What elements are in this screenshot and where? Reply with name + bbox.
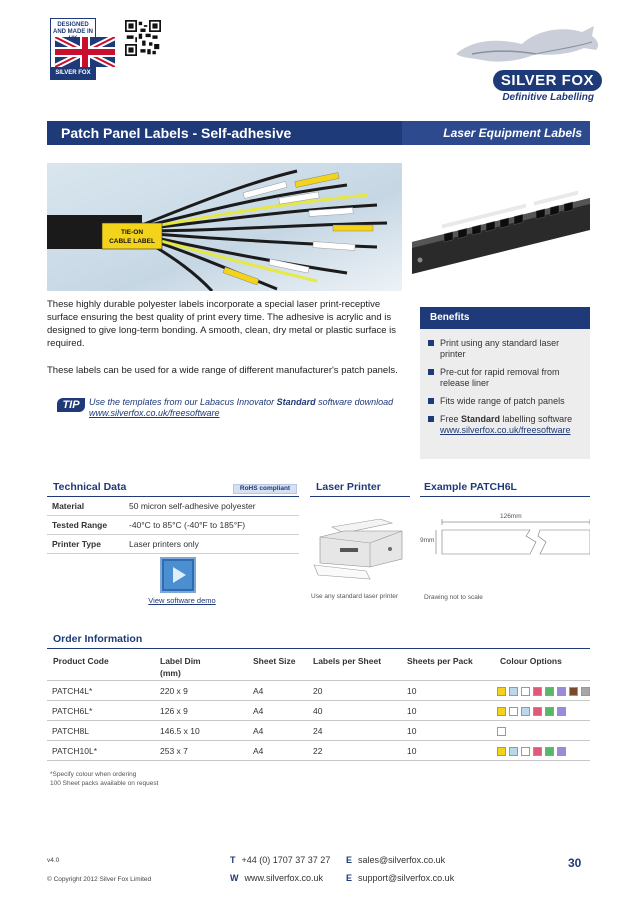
colour-swatch <box>509 707 518 716</box>
sheets-per-pack: 10 <box>407 706 417 716</box>
example-width-label: 126mm <box>500 513 522 520</box>
col-header-product-code: Product Code <box>53 656 109 666</box>
table-row <box>47 701 590 721</box>
order-note-colour: *Specify colour when ordering <box>50 771 137 778</box>
patch-panel-illustration <box>412 190 590 280</box>
order-divider <box>47 648 590 649</box>
colour-swatches <box>497 687 590 696</box>
phone-key: T <box>230 855 236 865</box>
tip-text-post: software download <box>315 397 394 407</box>
benefit-text: Print using any standard laser printer <box>440 338 560 359</box>
tie-on-label-line1: TIE-ON <box>120 229 144 236</box>
view-software-demo-link[interactable]: View software demo <box>148 596 216 605</box>
intro-paragraph-2: These labels can be used for a wide range of different manufacturer's patch panels. <box>47 365 398 376</box>
example-height-label: 9mm <box>420 537 435 544</box>
tech-key: Tested Range <box>52 520 108 530</box>
support-contact <box>346 873 454 883</box>
category-label: Laser Equipment Labels <box>402 121 590 145</box>
tip-text-pre: Use the templates from our Labacus Innovator <box>89 397 277 407</box>
colour-swatch <box>509 747 518 756</box>
example-heading: Example PATCH6L <box>424 481 517 493</box>
colour-swatch <box>545 687 554 696</box>
web-contact <box>230 873 323 883</box>
product-code: PATCH10L* <box>52 746 98 756</box>
colour-swatch <box>521 687 530 696</box>
software-demo-thumbnail[interactable] <box>160 557 196 593</box>
bullet-square-icon <box>428 369 434 375</box>
benefit-text: Fits wide range of patch panels <box>440 396 565 406</box>
benefit-item <box>426 414 584 436</box>
sheets-per-pack: 10 <box>407 746 417 756</box>
sheets-per-pack: 10 <box>407 726 417 736</box>
laser-divider <box>310 496 410 497</box>
tip-badge: TIP <box>57 398 85 412</box>
title-bar <box>47 121 590 145</box>
label-dim: 253 x 7 <box>160 746 188 756</box>
phone-contact <box>230 855 330 865</box>
col-header-sheets-per-pack: Sheets per Pack <box>407 656 473 666</box>
colour-swatch <box>497 707 506 716</box>
label-dim: 220 x 9 <box>160 686 188 696</box>
colour-swatch <box>521 747 530 756</box>
page-title: Patch Panel Labels - Self-adhesive <box>61 125 292 141</box>
colour-swatch <box>533 747 542 756</box>
product-code: PATCH8L <box>52 726 90 736</box>
order-notes <box>50 770 158 788</box>
colour-swatch <box>557 747 566 756</box>
table-row <box>47 681 590 701</box>
intro-paragraph-1: These highly durable polyester labels incorporate a special laser print-receptive surface ensuring the best quality of print every time. The adhesive is acrylic and is designed to give long-term bonding. A smooth, clean, dry metal or plastic surface is required. <box>47 299 397 349</box>
bullet-square-icon <box>428 340 434 346</box>
tech-value: -40°C to 85°C (-40°F to 185°F) <box>129 520 246 530</box>
support-email-link[interactable]: support@silverfox.co.uk <box>358 873 455 883</box>
patch-panel-photo <box>412 190 590 280</box>
colour-swatch <box>509 687 518 696</box>
bullet-square-icon <box>428 416 434 422</box>
colour-swatch <box>497 747 506 756</box>
benefit-software-link[interactable]: www.silverfox.co.uk/freesoftware <box>440 425 571 435</box>
logo-name: SILVER FOX <box>493 70 602 91</box>
sheets-per-pack: 10 <box>407 686 417 696</box>
tech-value: 50 micron self-adhesive polyester <box>129 501 256 511</box>
sheet-size: A4 <box>253 726 264 736</box>
benefit-text-pre: Free <box>440 414 462 424</box>
benefit-text: Pre-cut for rapid removal from release liner <box>440 367 560 388</box>
sales-email-link[interactable]: sales@silverfox.co.uk <box>358 855 446 865</box>
tech-row-tested-range <box>47 516 299 535</box>
sheet-size: A4 <box>253 706 264 716</box>
benefit-item <box>426 338 584 360</box>
email-contact <box>346 855 445 865</box>
colour-swatch <box>557 687 566 696</box>
bullet-square-icon <box>428 398 434 404</box>
tip-box <box>47 394 405 426</box>
labels-per-sheet: 40 <box>313 706 323 716</box>
col-header-colour-options: Colour Options <box>500 656 562 666</box>
sheet-size: A4 <box>253 746 264 756</box>
play-icon[interactable] <box>162 559 194 591</box>
tech-key: Printer Type <box>52 539 101 549</box>
web-key: W <box>230 873 239 883</box>
made-in-uk-badge <box>50 18 96 80</box>
label-dim: 126 x 9 <box>160 706 188 716</box>
phone-number: +44 (0) 1707 37 37 27 <box>241 855 331 865</box>
tech-row-printer-type <box>47 535 299 554</box>
made-in-uk-text: DESIGNED AND MADE IN <box>53 22 93 35</box>
benefit-item <box>426 396 584 407</box>
order-note-packs: 100 Sheet packs available on request <box>50 780 159 787</box>
colour-swatch <box>545 747 554 756</box>
union-jack-icon <box>55 37 115 67</box>
example-caption: Drawing not to scale <box>424 594 483 601</box>
tip-software-link[interactable]: www.silverfox.co.uk/freesoftware <box>89 408 220 418</box>
benefit-text-bold: Standard <box>461 414 501 424</box>
cable-labels-illustration <box>47 163 402 291</box>
tech-key: Material <box>52 501 85 511</box>
labels-per-sheet: 24 <box>313 726 323 736</box>
benefit-item <box>426 367 584 389</box>
table-row <box>47 741 590 761</box>
colour-swatch <box>557 707 566 716</box>
colour-swatch <box>497 727 506 736</box>
tip-text-bold: Standard <box>276 397 316 407</box>
table-row <box>47 721 590 741</box>
badge-brand: SILVER FOX <box>51 67 95 79</box>
colour-swatch <box>533 687 542 696</box>
col-header-label-dim: Label Dim (mm) <box>160 656 201 678</box>
technical-data-heading: Technical Data <box>53 481 127 493</box>
support-key: E <box>346 873 353 883</box>
qr-code-icon[interactable] <box>125 20 161 56</box>
copyright: © Copyright 2012 Silver Fox Limited <box>47 876 152 883</box>
example-divider <box>420 496 590 497</box>
colour-swatch <box>545 707 554 716</box>
rohs-badge: RoHS compliant <box>233 484 297 494</box>
benefits-heading: Benefits <box>420 307 590 329</box>
fox-icon <box>452 20 602 75</box>
labels-per-sheet: 22 <box>313 746 323 756</box>
website-link[interactable]: www.silverfox.co.uk <box>244 873 324 883</box>
laser-printer-caption: Use any standard laser printer <box>311 593 399 600</box>
benefit-text-post: labelling software <box>500 414 573 424</box>
label-dimension-drawing <box>420 512 590 572</box>
label-dim: 146.5 x 10 <box>160 726 200 736</box>
laser-printer-icon <box>310 513 410 583</box>
colour-swatches <box>497 727 506 736</box>
colour-swatch <box>533 707 542 716</box>
benefits-panel <box>420 307 590 459</box>
benefits-list <box>420 329 590 436</box>
product-code: PATCH4L* <box>52 686 93 696</box>
colour-swatch <box>581 687 590 696</box>
colour-swatch <box>521 707 530 716</box>
laser-printer-heading: Laser Printer <box>316 481 381 493</box>
cable-labels-photo <box>47 163 402 291</box>
tech-value: Laser printers only <box>129 539 199 549</box>
sheet-size: A4 <box>253 686 264 696</box>
labels-per-sheet: 20 <box>313 686 323 696</box>
tip-text <box>89 397 399 419</box>
colour-swatches <box>497 747 566 756</box>
silver-fox-logo <box>452 20 602 105</box>
email-key: E <box>346 855 353 865</box>
col-header-labels-per-sheet: Labels per Sheet <box>313 656 382 666</box>
colour-swatches <box>497 707 566 716</box>
colour-swatch <box>497 687 506 696</box>
logo-tagline: Definitive Labelling <box>502 92 594 103</box>
tie-on-label-line2: CABLE LABEL <box>109 238 155 245</box>
page-number: 30 <box>568 856 582 870</box>
product-code: PATCH6L* <box>52 706 93 716</box>
order-heading: Order Information <box>53 633 143 645</box>
tech-row-material <box>47 497 299 516</box>
colour-swatch <box>569 687 578 696</box>
version-label: v4.0 <box>47 857 60 864</box>
col-header-sheet-size: Sheet Size <box>253 656 296 666</box>
